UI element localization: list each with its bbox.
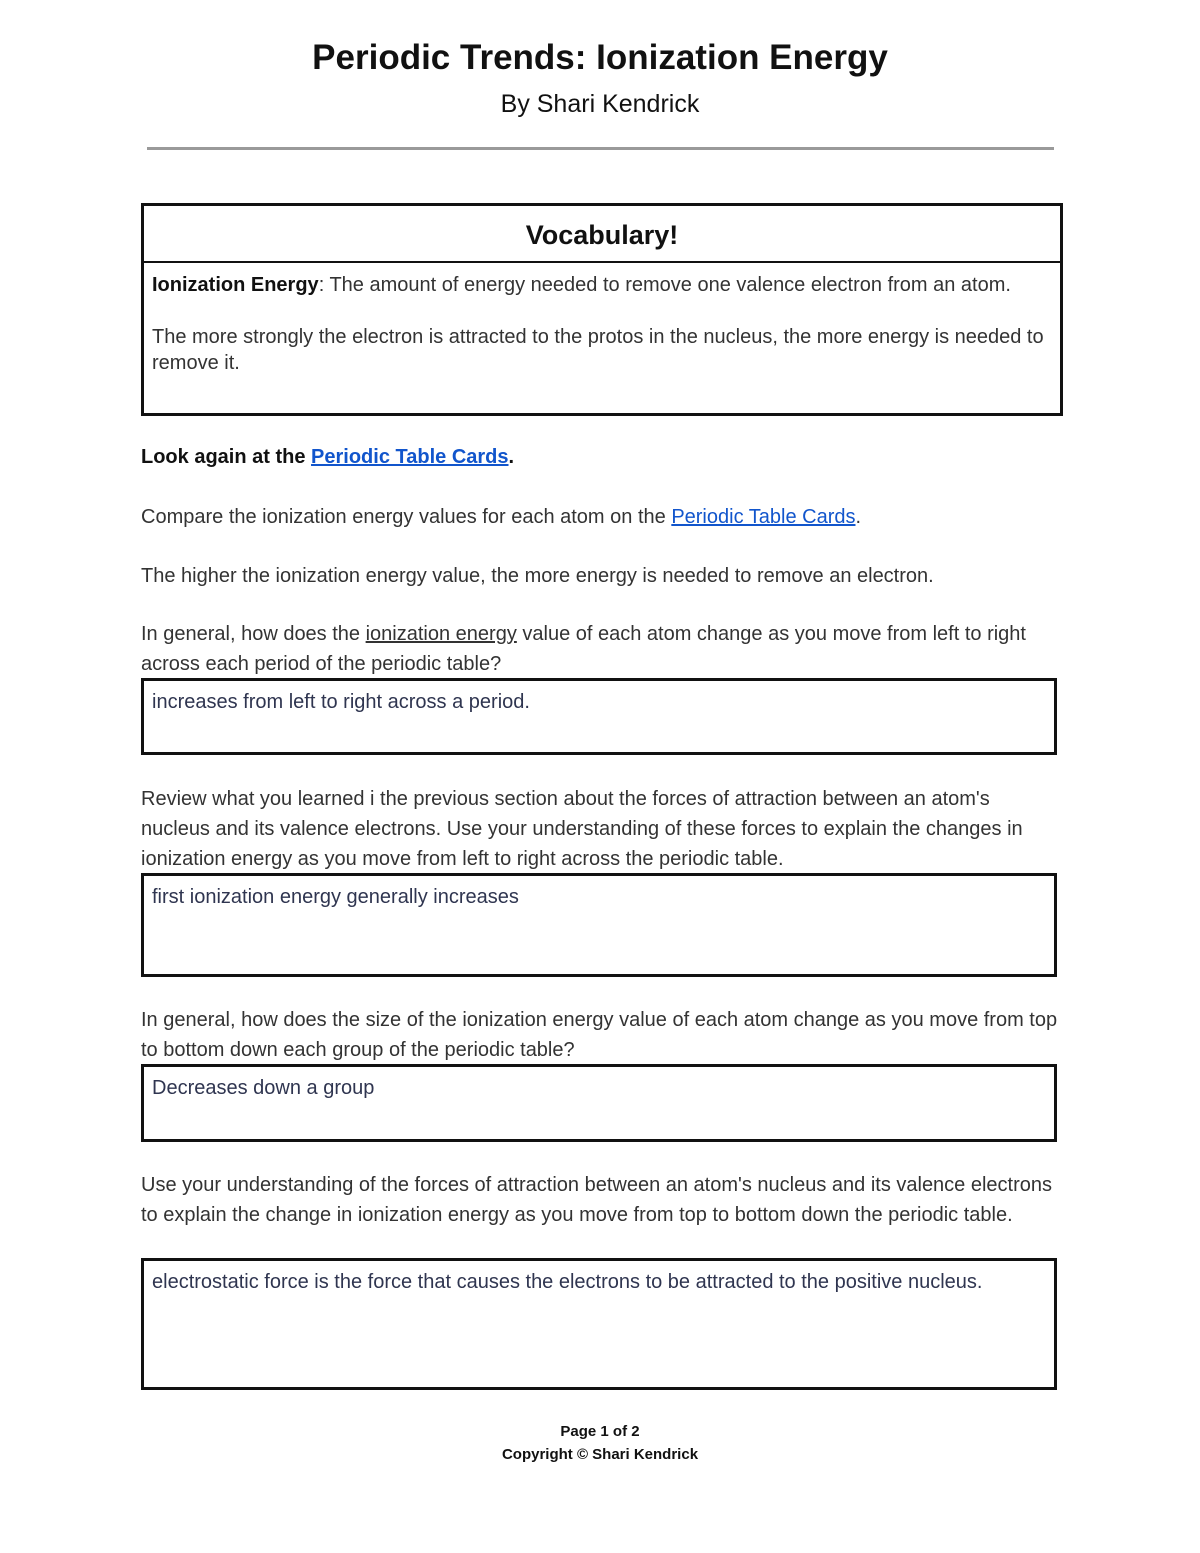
vocabulary-note: The more strongly the electron is attracted to the protos in the nucleus, the more energy is needed to remove it. xyxy=(152,326,1044,374)
higher-value-line: The higher the ionization energy value, the more energy is needed to remove an electron. xyxy=(141,565,934,587)
vocabulary-body xyxy=(144,263,1060,376)
page-number: Page 1 of 2 xyxy=(560,1423,640,1440)
compare-end: . xyxy=(855,506,862,528)
vocabulary-box xyxy=(141,203,1063,416)
header-divider xyxy=(147,147,1054,150)
question-3: In general, how does the size of the ionization energy value of each atom change as you move from top to bottom down each group of the periodic table? xyxy=(141,1009,1058,1061)
answer-box-1[interactable]: increases from left to right across a period. xyxy=(141,678,1057,755)
compare-line xyxy=(141,502,1061,532)
question-1-suffix: value of each atom change as you move from left to right across each period of the periodic table? xyxy=(141,623,1026,675)
answer-box-4[interactable]: electrostatic force is the force that causes the electrons to be attracted to the positive nucleus. xyxy=(141,1258,1057,1390)
author-line: By Shari Kendrick xyxy=(500,90,700,118)
periodic-table-cards-link-2[interactable]: Periodic Table Cards xyxy=(671,506,856,528)
answer-box-2[interactable]: first ionization energy generally increases xyxy=(141,873,1057,977)
intro-lead: Look again at the xyxy=(141,446,312,468)
vocabulary-definition xyxy=(152,272,1052,298)
question-2: Review what you learned i the previous section about the forces of attraction between an atom's nucleus and its valence electrons. Use your understanding of these forces to explain the changes in ionization energy as you move from left to right across the periodic table. xyxy=(141,788,1023,870)
question-4: Use your understanding of the forces of attraction between an atom's nucleus and its valence electrons to explain the change in ionization energy as you move from top to bottom down the periodic table. xyxy=(141,1174,1053,1226)
vocabulary-definition-text: : The amount of energy needed to remove one valence electron from an atom. xyxy=(318,274,1011,296)
compare-text: Compare the ionization energy values for each atom on the xyxy=(141,506,672,528)
vocabulary-heading: Vocabulary! xyxy=(144,206,1060,263)
vocabulary-term: Ionization Energy xyxy=(152,274,319,296)
copyright: Copyright © Shari Kendrick xyxy=(501,1446,699,1463)
intro-end: . xyxy=(508,446,515,468)
page-title: Periodic Trends: Ionization Energy xyxy=(312,38,888,77)
periodic-table-cards-link[interactable]: Periodic Table Cards xyxy=(311,446,509,468)
question-1 xyxy=(141,619,1061,679)
question-1-prefix: In general, how does the xyxy=(141,623,366,645)
answer-box-3[interactable]: Decreases down a group xyxy=(141,1064,1057,1142)
question-1-underlined-term: ionization energy xyxy=(365,623,517,645)
intro-line xyxy=(141,442,1061,472)
